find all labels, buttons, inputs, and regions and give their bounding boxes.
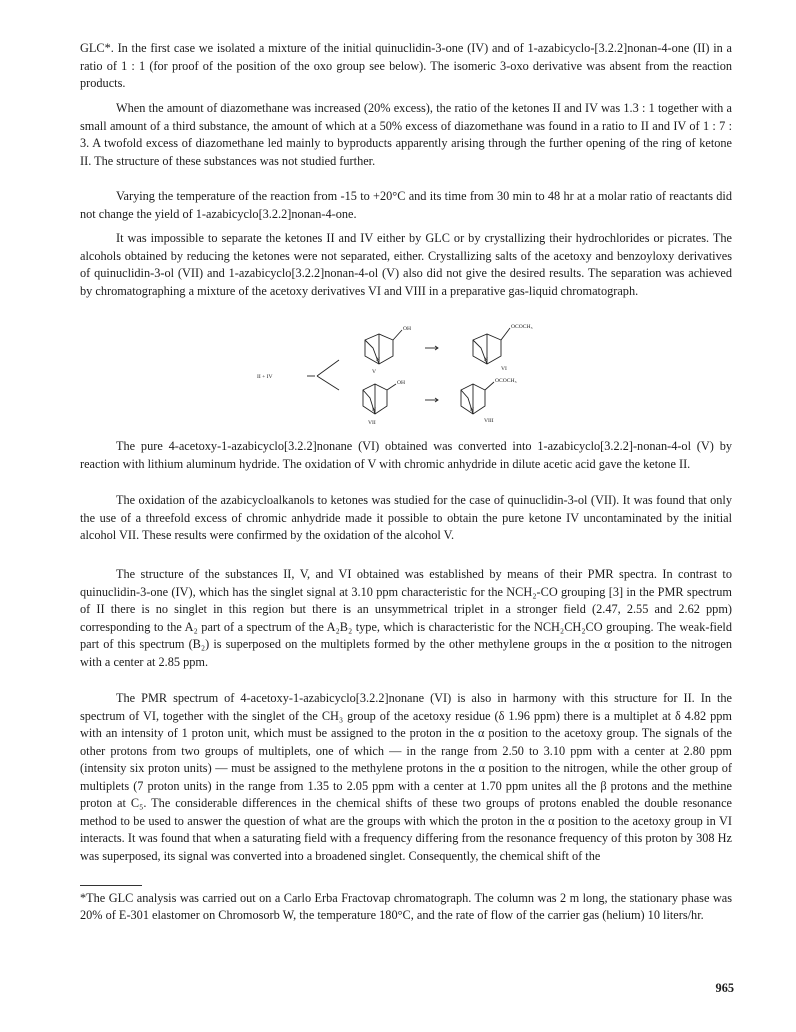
svg-text:N: N	[376, 357, 381, 363]
structure-viii	[461, 378, 517, 424]
svg-text:OCOCH₃: OCOCH₃	[495, 378, 517, 384]
svg-text:OCOCH₃: OCOCH₃	[511, 324, 533, 330]
reaction-scheme	[255, 318, 545, 430]
svg-text:V: V	[372, 369, 377, 375]
paragraph-separation: It was impossible to separate the ketones II and IV either by GLC or by crystallizing their hydrochlorides or picrates. The alcohols obtained by reducing the ketones were not separated, either. Crystallizing salts of the acetoxy and benzoyloxy derivatives of quinuclidin-3-ol (VII) and 1-azabicyclo[3.2.2]nonan-4-ol (V) also did not give the desired results. The separation was achieved by chromatographing a mixture of the acetoxy derivatives VI and VIII in a preparative gas-liquid chromatograph.	[80, 231, 732, 298]
reaction-scheme-drawing	[255, 318, 545, 430]
structure-vii	[363, 380, 405, 426]
svg-text:N: N	[470, 407, 475, 413]
paragraph-temperature: Varying the temperature of the reaction from -15 to +20°C and its time from 30 min to 48 hr at a molar ratio of reactants did not change the yield of 1-azabicyclo[3.2.2]nonan-4-one.	[80, 189, 732, 221]
paragraph-pmr-spectrum-vi: The PMR spectrum of 4-acetoxy-1-azabicyclo[3.2.2]nonane (VI) is also in harmony with this structure for II. In the spectrum of VI, together with the singlet of the CH₃ group of the acetoxy residue (δ 1.96 ppm) there is a multiplet at δ 4.82 ppm with an intensity of 1 proton unit, which must be assigned to the proton in the α position to the acetoxy group. The signals of the other protons from two groups of multiplets, one of which — in the range from 2.50 to 3.10 ppm with a center at 2.80 ppm (intensity six proton units) — must be assigned to the methylene protons in the α position to the nitrogen, while the other group of multiplets (7 proton units) in the range from 1.35 to 2.05 ppm with a center at 1.70 ppm unites all the β protons and the methine proton at C₅. The considerable differences in the chemical shifts of these two groups of protons enabled the double resonance method to be used to answer the question of what are the groups with which the proton in the α position to the acetoxy group in VI interacts. It was found that when a saturating field with a frequency differing from the resonance frequency of this proton by 308 Hz was superposed, its signal was converted into a broadened singlet. Consequently, the chemical shift of the	[80, 691, 732, 863]
svg-text:VI: VI	[501, 366, 507, 372]
svg-text:N: N	[484, 357, 489, 363]
svg-text:VII: VII	[368, 420, 376, 426]
page-number: 965	[715, 981, 734, 995]
paragraph-oxidation: The oxidation of the azabicycloalkanols to ketones was studied for the case of quinuclidin-3-ol (VII). It was found that only the use of a threefold excess of chromic anhydride made it possible to obtain the pure ketone IV uncontaminated by the initial alcohol VII. These results were confirmed by the oxidation of the alcohol V.	[80, 493, 732, 542]
svg-text:N: N	[372, 407, 377, 413]
paragraph-glc-result: GLC*. In the first case we isolated a mixture of the initial quinuclidin-3-one (IV) and of 1-azabicyclo-[3.2.2]nonan-4-one (II) in a ratio of 1 : 1 (for proof of the position of the oxo group see below). The isomeric 3-oxo derivative was absent from the reaction products.	[80, 41, 732, 90]
paragraph-pmr-structure: The structure of the substances II, V, and VI obtained was established by means of their PMR spectra. In contrast to quinuclidin-3-one (IV), which has the singlet signal at 3.10 ppm characteristic for the NCH₂-CO grouping [3] in the PMR spectrum of II there is no singlet in this region but there is an unsymmetrical triplet in a stronger field (2.47, 2.55 and 2.62 ppm) corresponding to the A₂ part of a spectrum of the A₂B₂ type, which is characteristic for the NCH₂CH₂CO grouping. The weak-field part of this spectrum (B₂) is superposed on the multiplets formed by the other methylene groups in the α position to the nitrogen with a center at 2.85 ppm.	[80, 567, 732, 669]
footnote: *The GLC analysis was carried out on a Carlo Erba Fractovap chromatograph. The column was 2 m long, the stationary phase was 20% of E-301 elastomer on Chromosorb W, the temperature 180°C, and the rate of flow of the carrier gas (helium) 10 liters/hr.	[80, 891, 732, 922]
svg-text:OH: OH	[403, 326, 412, 332]
structure-vi	[473, 324, 533, 372]
paragraph-diazomethane-excess: When the amount of diazomethane was increased (20% excess), the ratio of the ketones II and IV was 1.3 : 1 together with a small amount of a third substance, the amount of which at a 50% excess of diazomethane was found in a ratio to II and IV of 1 : 7 : 3. A twofold excess of diazomethane led mainly to byproducts apparently arising through the further opening of the ring of ketone II. The structure of these substances was not studied further.	[80, 101, 732, 168]
structure-v	[365, 326, 411, 375]
svg-text:VIII: VIII	[484, 418, 494, 424]
scheme-reactants: II + IV	[257, 374, 273, 380]
paragraph-reduction: The pure 4-acetoxy-1-azabicyclo[3.2.2]nonane (VI) obtained was converted into 1-azabicyclo[3.2.2]-nonan-4-ol (V) by reaction with lithium aluminum hydride. The oxidation of V with chromic anhydride in dilute acetic acid gave the ketone II.	[80, 439, 732, 471]
svg-text:OH: OH	[397, 380, 406, 386]
footnote-divider	[80, 885, 142, 886]
